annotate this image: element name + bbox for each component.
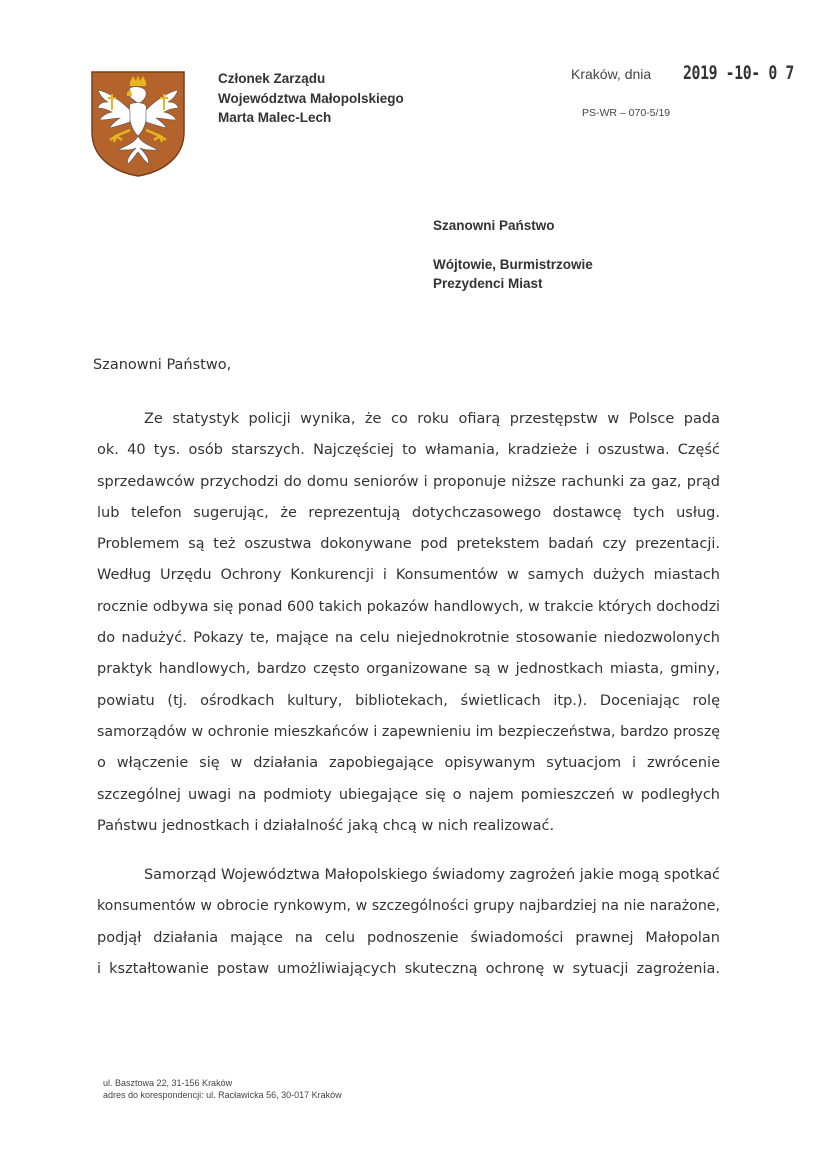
- footer-address: [103, 1077, 342, 1101]
- coat-of-arms-logo: [90, 70, 186, 178]
- text-line: sprzedawców przychodzi do domu seniorów i proponuje niższe rachunki za gaz, prąd: [97, 473, 720, 490]
- eagle-crest-icon: [90, 70, 186, 178]
- text-line: lub telefon sugerując, że reprezentują dotychczasowego dostawcę tych usług.: [97, 504, 720, 521]
- addressee-block: [433, 216, 593, 294]
- text-line: konsumentów w obrocie rynkowym, w szczególności grupy najbardziej na nie narażone,: [97, 898, 720, 915]
- text-line: powiatu (tj. ośrodkach kultury, bibliotekach, świetlicach itp.). Doceniając rolę: [97, 692, 720, 709]
- letter-greeting: Szanowni Państwo,: [93, 357, 232, 373]
- text-line: Państwu jednostkach i działalność jaką chcą w nich realizować.: [97, 817, 555, 834]
- sender-line: Członek Zarządu: [218, 71, 326, 86]
- paragraph: [97, 860, 720, 985]
- text-line: do nadużyć. Pokazy te, mające na celu niejednokrotnie stosowanie niedozwolonych: [97, 630, 720, 647]
- text-line: Problemem są też oszustwa dokonywane pod pretekstem badań czy prezentacji.: [97, 536, 720, 553]
- text-line: Ze statystyk policji wynika, że co roku ofiarą przestępstw w Polsce pada: [144, 411, 720, 427]
- reference-number: PS-WR – 070-5/19: [582, 107, 671, 119]
- date-stamp: 2019 -10- 0 7: [683, 62, 794, 84]
- letter-body: [97, 404, 720, 985]
- text-line: samorządów w ochronie mieszkańców i zapewnieniu im bezpieczeństwa, bardzo proszę: [97, 723, 720, 740]
- addressee-salutation: Szanowni Państwo: [433, 218, 555, 233]
- sender-block: [218, 69, 404, 128]
- text-line: podjął działania mające na celu podnoszenie świadomości prawnej Małopolan: [97, 929, 720, 946]
- text-line: szczególnej uwagi na podmioty ubiegające się o najem pomieszczeń w podległych: [97, 786, 720, 803]
- sender-line: Województwa Małopolskiego: [218, 90, 404, 106]
- addressee-line: Prezydenci Miast: [433, 276, 543, 291]
- text-line: praktyk handlowych, bardzo często organizowane są w jednostkach miasta, gminy,: [97, 661, 720, 678]
- addressee-line: Wójtowie, Burmistrzowie: [433, 256, 593, 272]
- text-line: Według Urzędu Ochrony Konkurencji i Konsumentów w samych dużych miastach: [97, 567, 720, 584]
- text-line: rocznie odbywa się ponad 600 takich pokazów handlowych, w trakcie których dochodzi: [97, 598, 720, 615]
- sender-line: Marta Malec-Lech: [218, 110, 332, 125]
- footer-line: ul. Basztowa 22, 31-156 Kraków: [103, 1078, 233, 1088]
- paragraph: [97, 404, 720, 842]
- text-line: i kształtowanie postaw umożliwiających skuteczną ochronę w sytuacji zagrożenia.: [97, 961, 720, 978]
- text-line: Samorząd Województwa Małopolskiego świadomy zagrożeń jakie mogą spotkać: [144, 867, 720, 884]
- footer-line: adres do korespondencji: ul. Racławicka 56, 30-017 Kraków: [103, 1090, 342, 1100]
- place-date-label: Kraków, dnia: [571, 66, 652, 82]
- text-line: o włączenie się w działania zapobiegające opisywanym sytuacjom i zwrócenie: [97, 755, 720, 772]
- text-line: ok. 40 tys. osób starszych. Najczęściej to włamania, kradzieże i oszustwa. Część: [97, 442, 720, 459]
